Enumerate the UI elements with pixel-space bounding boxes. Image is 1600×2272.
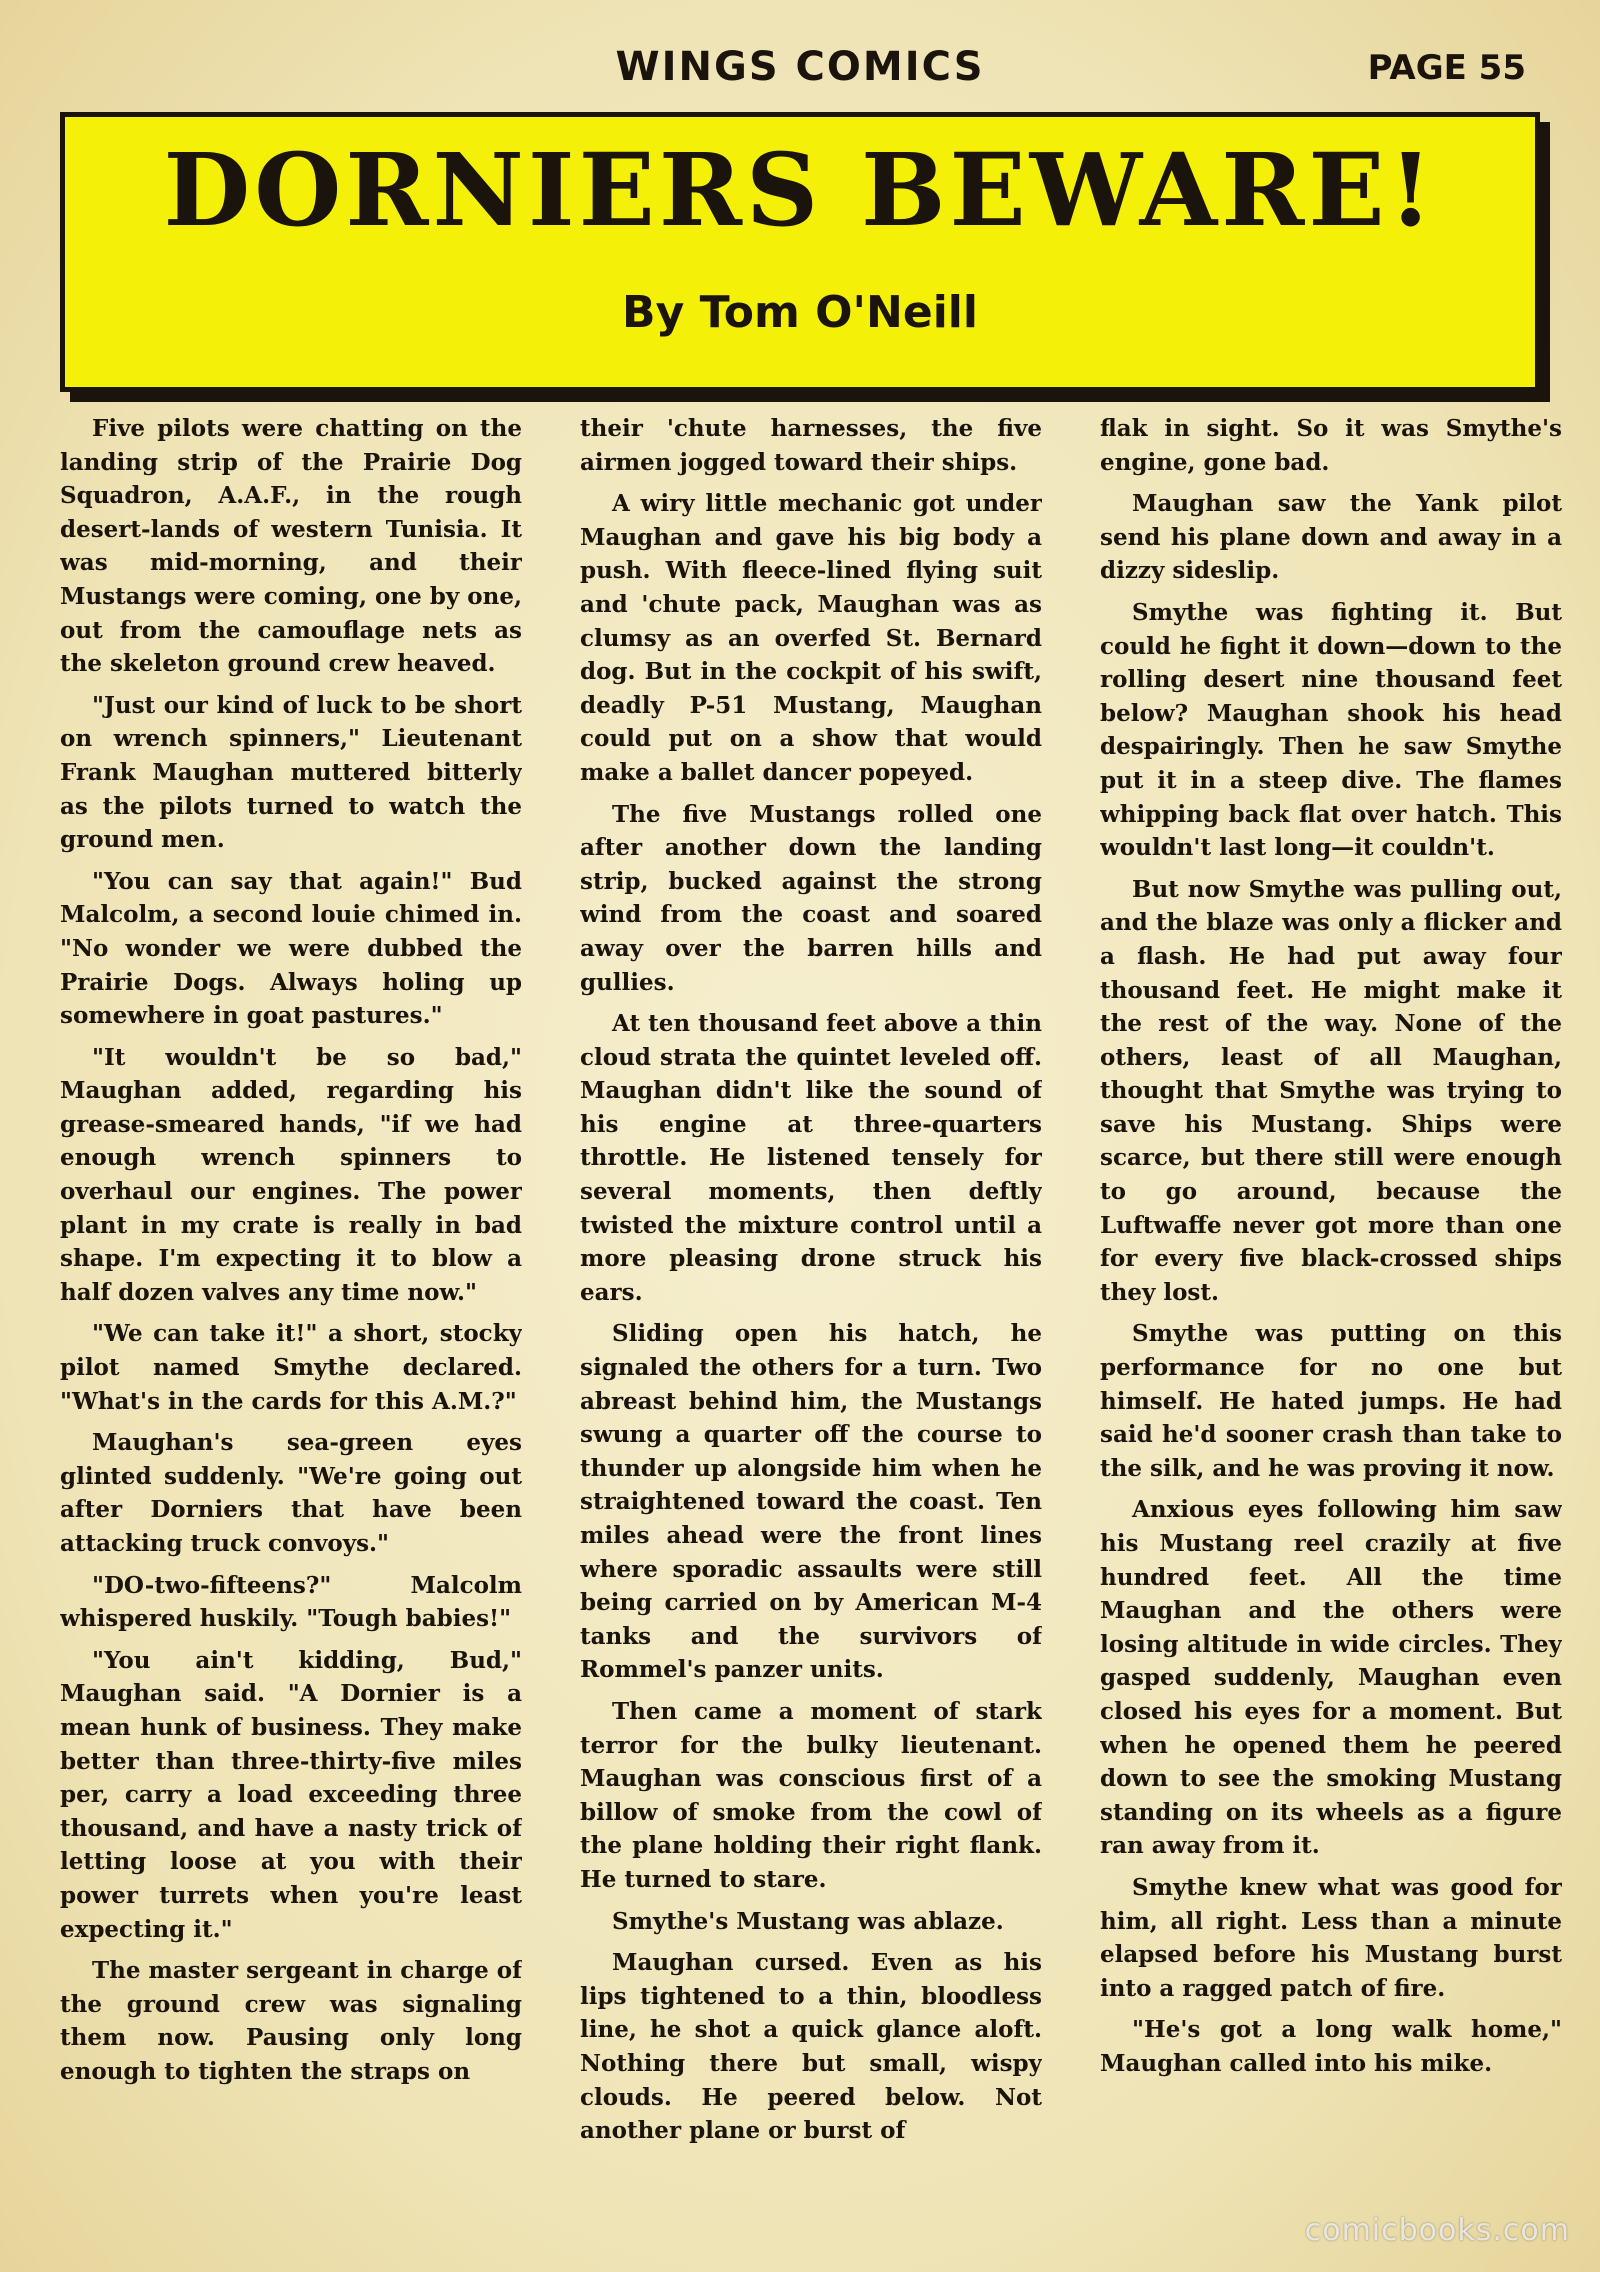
- paragraph: "He's got a long walk home," Maughan called into his mike.: [1100, 2016, 1562, 2077]
- column-3: [1100, 412, 1562, 2207]
- magazine-title: WINGS COMICS: [615, 44, 985, 90]
- paragraph: "It wouldn't be so bad," Maughan added, regarding his grease-smeared hands, "if we had enough wrench spinners to overhaul our engines. The power plant in my crate is really in bad shape. I'm expecting it to blow a half dozen valves any time now.": [60, 1043, 522, 1306]
- paragraph: Then came a moment of stark terror for the bulky lieutenant. Maughan was conscious first of a billow of smoke from the cowl of the plane holding their right flank. He turned to stare.: [580, 1697, 1042, 1893]
- page-number: PAGE 55: [1367, 48, 1526, 88]
- paragraph: Sliding open his hatch, he signaled the others for a turn. Two abreast behind him, the Mustangs swung a quarter off the course to thunder up alongside him when he straightened toward the coast. Ten miles ahead were the front lines where sporadic assaults were still being carried on by American M-4 tanks and the survivors of Rommel's panzer units.: [580, 1320, 1042, 1684]
- story-title-box: [60, 112, 1540, 392]
- paragraph: A wiry little mechanic got under Maughan and gave his big body a push. With fleece-lined flying suit and 'chute pack, Maughan was as clumsy as an overfed St. Bernard dog. But in the cockpit of his swift, deadly P-51 Mustang, Maughan could put on a show that would make a ballet dancer popeyed.: [580, 490, 1042, 786]
- paragraph: flak in sight. So it was Smythe's engine, gone bad.: [1100, 415, 1562, 476]
- paragraph: Maughan's sea-green eyes glinted suddenly. "We're going out after Dorniers that have been attacking truck convoys.": [60, 1429, 522, 1557]
- paragraph: At ten thousand feet above a thin cloud strata the quintet leveled off. Maughan didn't like the sound of his engine at three-quarters throttle. He listened tensely for several moments, then deftly twisted the mixture control until a more pleasing drone struck his ears.: [580, 1010, 1042, 1306]
- paragraph: their 'chute harnesses, the five airmen jogged toward their ships.: [580, 415, 1042, 476]
- paragraph: "Just our kind of luck to be short on wrench spinners," Lieutenant Frank Maughan muttered bitterly as the pilots turned to watch the ground men.: [60, 691, 522, 854]
- paragraph: "DO-two-fifteens?" Malcolm whispered huskily. "Tough babies!": [60, 1571, 522, 1633]
- paragraph: Anxious eyes following him saw his Mustang reel crazily at five hundred feet. All the time Maughan and the others were losing altitude in wide circles. They gasped suddenly, Maughan even closed his eyes for a moment. But when he opened them he peered down to see the smoking Mustang standing on its wheels as a figure ran away from it.: [1100, 1496, 1562, 1860]
- paragraph: The master sergeant in charge of the ground crew was signaling them now. Pausing only long enough to tighten the straps on: [60, 1957, 522, 2085]
- paragraph: Smythe knew what was good for him, all right. Less than a minute elapsed before his Mustang burst into a ragged patch of fire.: [1100, 1873, 1562, 2002]
- paragraph: "You can say that again!" Bud Malcolm, a second louie chimed in. "No wonder we were dubbed the Prairie Dogs. Always holing up somewhere in goat pastures.": [60, 867, 522, 1030]
- page-header: [60, 40, 1540, 100]
- paragraph: But now Smythe was pulling out, and the blaze was only a flicker and a flash. He had put away four thousand feet. He might make it the rest of the way. None of the others, least of all Maughan, thought that Smythe was trying to save his Mustang. Ships were scarce, but there still were enough to go around, because the Luftwaffe never got more than one for every five black-crossed ships they lost.: [1100, 875, 1562, 1306]
- column-1: [60, 412, 522, 2207]
- text-columns: [60, 412, 1580, 2207]
- paragraph: Smythe was putting on this performance for no one but himself. He hated jumps. He had said he'd sooner crash than take to the silk, and he was proving it now.: [1100, 1320, 1562, 1482]
- paragraph: Maughan cursed. Even as his lips tightened to a thin, bloodless line, he shot a quick glance aloft. Nothing there but small, wispy clouds. He peered below. Not another plane or burst of: [580, 1949, 1042, 2145]
- paragraph: "You ain't kidding, Bud," Maughan said. "A Dornier is a mean hunk of business. They make better than three-thirty-five miles per, carry a load exceeding three thousand, and have a nasty trick of letting loose at you with their power turrets when you're least expecting it.": [60, 1646, 522, 1943]
- watermark: comicbooks.com: [1304, 2213, 1570, 2248]
- column-2: [580, 412, 1042, 2207]
- paragraph: Smythe was fighting it. But could he fight it down—down to the rolling desert nine thousand feet below? Maughan shook his head despairingly. Then he saw Smythe put it in a steep dive. The flames whipping back flat over hatch. This wouldn't last long—it couldn't.: [1100, 598, 1562, 862]
- paragraph: "We can take it!" a short, stocky pilot named Smythe declared. "What's in the cards for this A.M.?": [60, 1320, 522, 1415]
- paragraph: Five pilots were chatting on the landing strip of the Prairie Dog Squadron, A.A.F., in the rough desert-lands of western Tunisia. It was mid-morning, and their Mustangs were coming, one by one, out from the camouflage nets as the skeleton ground crew heaved.: [60, 415, 522, 678]
- story-title: DORNIERS BEWARE!: [163, 131, 1437, 249]
- story-byline: By Tom O'Neill: [622, 287, 978, 338]
- paragraph: Smythe's Mustang was ablaze.: [612, 1907, 1004, 1935]
- paragraph: Maughan saw the Yank pilot send his plane down and away in a dizzy sideslip.: [1100, 490, 1562, 585]
- paragraph: The five Mustangs rolled one after another down the landing strip, bucked against the strong wind from the coast and soared away over the barren hills and gullies.: [580, 800, 1042, 996]
